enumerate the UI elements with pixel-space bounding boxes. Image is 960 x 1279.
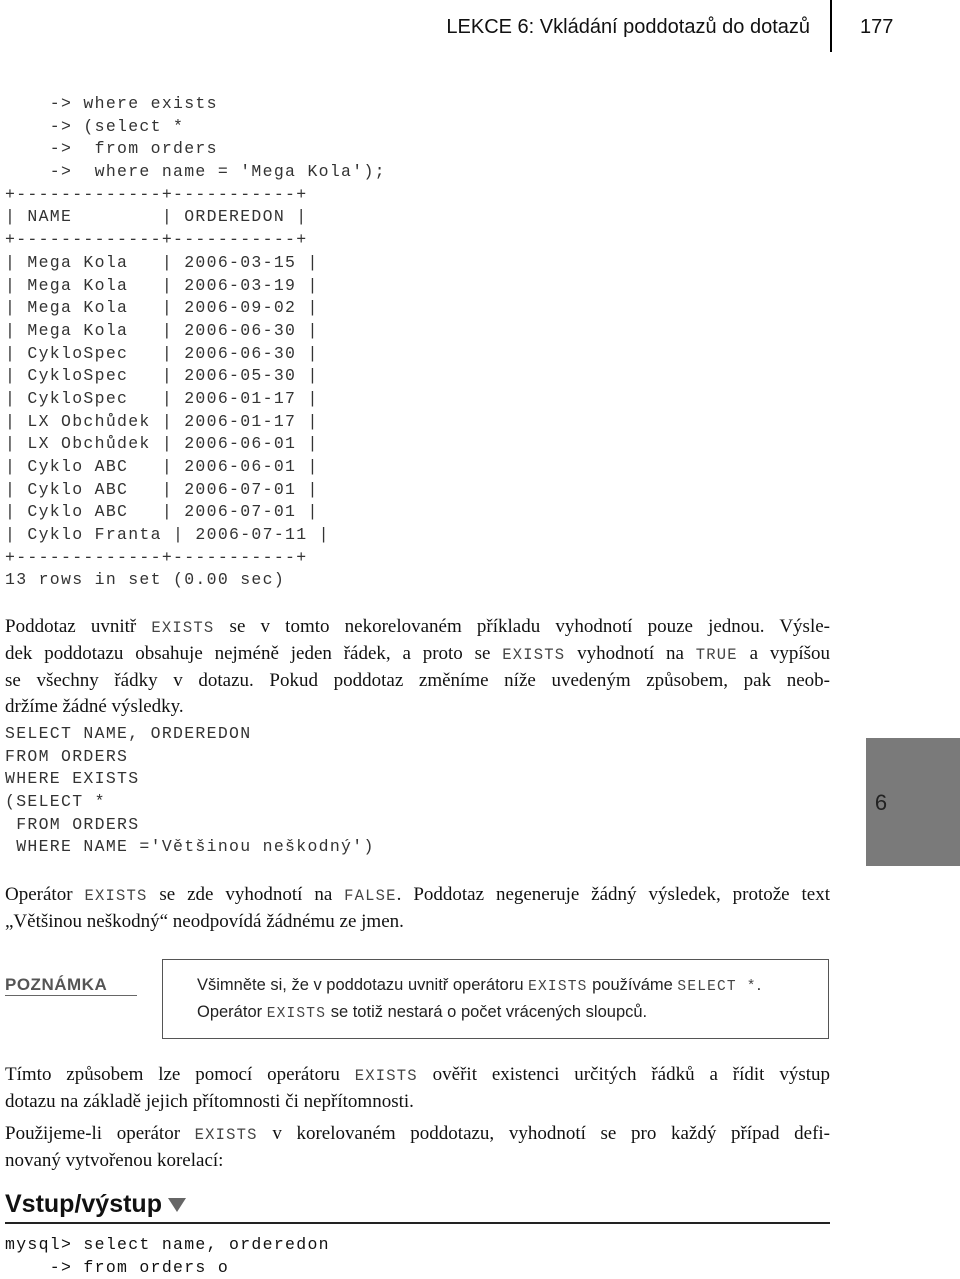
table-row: | Cyklo ABC | 2006-07-01 | <box>5 479 386 502</box>
paragraph-line <box>5 614 830 641</box>
section-heading <box>5 1190 186 1219</box>
paragraph-line <box>5 882 830 909</box>
text-span: a vypíšou <box>738 643 830 664</box>
keyword-exists: EXISTS <box>267 1006 326 1022</box>
code-line: mysql> select name, orderedon <box>5 1234 330 1257</box>
table-row: | CykloSpec | 2006-06-30 | <box>5 343 386 366</box>
paragraph-line <box>5 641 830 668</box>
table-row: | CykloSpec | 2006-05-30 | <box>5 365 386 388</box>
text-span: . Poddotaz negeneruje žádný výsledek, protože text <box>397 884 830 905</box>
paragraph-correlated-subquery <box>5 1121 830 1174</box>
table-border-line: +-------------+-----------+ <box>5 547 386 570</box>
section-heading-text: Vstup/výstup <box>5 1190 162 1218</box>
keyword-exists: EXISTS <box>355 1067 418 1085</box>
code-line: WHERE NAME ='Většinou neškodný') <box>5 836 375 859</box>
table-row: | Cyklo ABC | 2006-06-01 | <box>5 456 386 479</box>
header-divider <box>830 0 832 52</box>
text-span: ověřit existenci určitých řádků a řídit výstup <box>418 1064 830 1085</box>
table-row: | LX Obchůdek | 2006-06-01 | <box>5 433 386 456</box>
text-span: se v tomto nekorelovaném příkladu vyhodnotí pouze jednou. Výsle- <box>214 616 830 637</box>
page-header <box>0 0 960 58</box>
keyword-exists: EXISTS <box>84 887 147 905</box>
text-span: Operátor <box>5 884 84 905</box>
note-label: POZNÁMKA <box>5 975 107 995</box>
text-span: v korelovaném poddotazu, vyhodnotí se pro každý případ defi- <box>258 1123 830 1144</box>
table-row: | CykloSpec | 2006-01-17 | <box>5 388 386 411</box>
table-border-line: +-------------+-----------+ <box>5 229 386 252</box>
text-span: vyhodnotí na <box>565 643 695 664</box>
code-block-mysql-prompt <box>5 1234 330 1279</box>
keyword-exists: EXISTS <box>502 646 565 664</box>
text-span: Operátor <box>197 1003 267 1021</box>
keyword-false: FALSE <box>344 887 397 905</box>
keyword-exists: EXISTS <box>151 619 214 637</box>
text-span: . <box>757 976 762 994</box>
note-line <box>197 1000 761 1027</box>
code-line: FROM ORDERS <box>5 746 375 769</box>
text-span: se totiž nestará o počet vrácených sloupců. <box>326 1003 647 1021</box>
paragraph-line: se všechny řádky v dotazu. Pokud poddotaz změníme níže uvedeným způsobem, pak neob- <box>5 668 830 694</box>
paragraph-exists-explanation <box>5 614 830 720</box>
paragraph-line <box>5 1062 830 1089</box>
code-line: -> from orders <box>5 138 386 161</box>
paragraph-line: dotazu na základě jejich přítomnosti či nepřítomnosti. <box>5 1089 830 1115</box>
text-span: dek poddotazu obsahuje nejméně jeden řádek, a proto se <box>5 643 502 664</box>
keyword-exists: EXISTS <box>528 979 587 995</box>
code-line: SELECT NAME, ORDEREDON <box>5 723 375 746</box>
note-text <box>197 973 761 1027</box>
keyword-exists: EXISTS <box>195 1126 258 1144</box>
code-block-sql-example <box>5 723 375 859</box>
page-number: 177 <box>860 16 893 39</box>
code-line: FROM ORDERS <box>5 814 375 837</box>
text-span: Všimněte si, že v poddotazu uvnitř operátoru <box>197 976 528 994</box>
code-block-query-output <box>5 93 386 592</box>
paragraph-line <box>5 1121 830 1148</box>
table-row: | Mega Kola | 2006-09-02 | <box>5 297 386 320</box>
paragraph-false-explanation <box>5 882 830 935</box>
paragraph-line: držíme žádné výsledky. <box>5 694 830 720</box>
keyword-true: TRUE <box>696 646 738 664</box>
chapter-number: 6 <box>866 790 896 816</box>
text-span: Poddotaz uvnitř <box>5 616 151 637</box>
code-line: -> where name = 'Mega Kola'); <box>5 161 386 184</box>
paragraph-line: novaný vytvořenou korelací: <box>5 1148 830 1174</box>
text-span: Použijeme-li operátor <box>5 1123 195 1144</box>
code-line: -> where exists <box>5 93 386 116</box>
running-header-title: LEKCE 6: Vkládání poddotazů do dotazů <box>446 16 810 39</box>
note-label-underline <box>5 995 137 996</box>
section-rule <box>5 1222 830 1224</box>
code-line: -> (select * <box>5 116 386 139</box>
paragraph-exists-usage <box>5 1062 830 1115</box>
text-span: se zde vyhodnotí na <box>147 884 344 905</box>
table-row: | Mega Kola | 2006-06-30 | <box>5 320 386 343</box>
note-line <box>197 973 761 1000</box>
paragraph-line: „Většinou neškodný“ neodpovídá žádnému ze jmen. <box>5 909 830 935</box>
keyword-select-star: SELECT * <box>677 979 756 995</box>
text-span: používáme <box>588 976 678 994</box>
code-line: WHERE EXISTS <box>5 768 375 791</box>
table-header-line: | NAME | ORDEREDON | <box>5 206 386 229</box>
code-line: -> from orders o <box>5 1257 330 1279</box>
table-row: | Mega Kola | 2006-03-15 | <box>5 252 386 275</box>
text-span: Tímto způsobem lze pomocí operátoru <box>5 1064 355 1085</box>
table-row: | LX Obchůdek | 2006-01-17 | <box>5 411 386 434</box>
row-count-line: 13 rows in set (0.00 sec) <box>5 569 386 592</box>
table-row: | Cyklo ABC | 2006-07-01 | <box>5 501 386 524</box>
table-row: | Cyklo Franta | 2006-07-11 | <box>5 524 386 547</box>
note-box <box>162 959 829 1039</box>
triangle-down-icon <box>168 1198 186 1212</box>
code-line: (SELECT * <box>5 791 375 814</box>
table-border-line: +-------------+-----------+ <box>5 184 386 207</box>
table-row: | Mega Kola | 2006-03-19 | <box>5 275 386 298</box>
